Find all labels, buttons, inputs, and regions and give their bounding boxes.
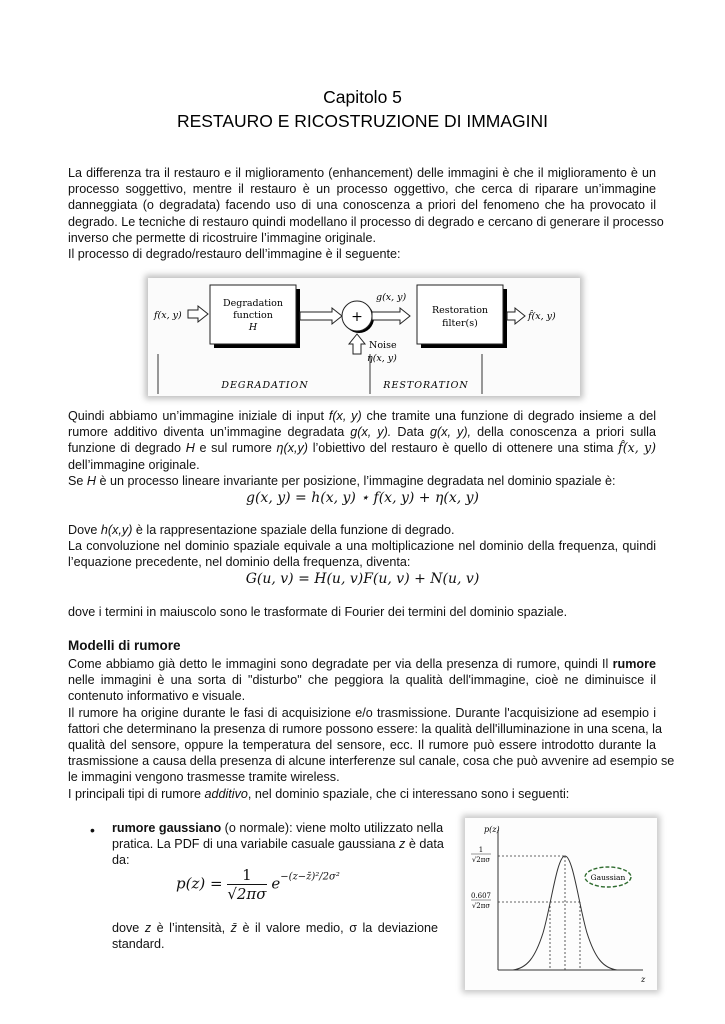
arrow-icon — [188, 306, 208, 322]
spatial-degradation-equation: g(x, y) = h(x, y) ⋆ f(x, y) + η(x, y) — [246, 490, 479, 506]
g-label: g(x, y) — [376, 292, 407, 303]
svg-text:1: 1 — [478, 846, 484, 854]
model-paragraph: Quindi abbiamo un’immagine iniziale di input f(x, y) che tramite una funzione di degrado insieme a del rumore additivo diventa un’immagine degradata g(x, y). Data g(x, y), della conoscenza a priori sulla funzione di degrado H e sul rumore η(x,y) l’obiettivo del restauro è quello di ottenere una stima f̂(x, y) dell’immagine originale. Se H è un processo lineare invariante per posizione, l’immagine degradata nel dominio spaziale è: — [68, 409, 657, 488]
gaussian-annotation: Gaussian — [590, 873, 626, 882]
x-axis-label: z — [641, 975, 646, 984]
noise-paragraph: Come abbiamo già detto le immagini sono degradate per via della presenza di rumore, quindi Il rumore nelle immagini è una sorta di "disturbo" che peggiora la qualità dell'immagine, cioè ne diminuisce il contenuto informativo e visuale. Il rumore ha origine durante le fasi di acquisizione e/o trasmissione. Durante l'acquisizione ad esempio i fattori che determinano la presenza di rumore possono essere: la qualità dell'illuminazione in una scena, la qualità del sensore, oppure la temperatura del sensore, ecc. Il rumore può essere introdotto durante la trasmissione a causa della presenza di alcune interferenze sul canale, cosa che può avvenire ad esempio se le immagini vengono trasmesse tramite wireless. I principali tipi di rumore additivo, nel dominio spaziale, che ci interessano sono i seguenti: — [68, 657, 675, 801]
restoration-section-label: RESTORATION — [383, 380, 469, 391]
noise-symbol: η(x, y) — [367, 353, 397, 364]
convolution-paragraph: Dove h(x,y) è la rappresentazione spaziale della funzione di degrado. La convoluzione nel dominio spaziale equivale a una moltiplicazione nel dominio della frequenza, quindi l’equazione precedente, nel dominio della frequenza, diventa: — [68, 523, 656, 570]
arrow-icon — [507, 308, 525, 324]
gaussian-definitions: dove z è l’intensità, z̄ è il valore medio, σ la deviazione standard. — [112, 921, 438, 952]
fourier-note: dove i termini in maiuscolo sono le trasformate di Fourier dei termini del dominio spaziale. — [68, 605, 568, 619]
y-axis-label: p(z) — [484, 825, 500, 834]
gaussian-pdf-equation: p(z) = $\frac{1}{√2\pi\sigma}$ $e^{-(z-z̄)^2/2\sigma^2}$ — [176, 866, 340, 903]
svg-text:function: function — [233, 310, 273, 321]
svg-text:√2πσ: √2πσ — [471, 856, 491, 864]
svg-text:+: + — [351, 309, 363, 325]
svg-text:H: H — [248, 322, 258, 333]
svg-text:√2πσ: √2πσ — [471, 902, 491, 910]
input-label: f(x, y) — [154, 310, 182, 321]
arrow-up-icon — [349, 334, 365, 354]
svg-text:Restoration: Restoration — [431, 305, 489, 316]
output-label: f̂(x, y) — [528, 311, 556, 322]
svg-text:0.607: 0.607 — [470, 892, 492, 900]
svg-text:Degradation: Degradation — [223, 298, 283, 309]
process-intro: Il processo di degrado/restauro dell’immagine è il seguente: — [68, 247, 401, 262]
frequency-degradation-equation: G(u, v) = H(u, v)F(u, v) + N(u, v) — [245, 571, 480, 587]
section-heading: Modelli di rumore — [68, 638, 181, 653]
arrow-icon — [372, 308, 410, 324]
degradation-restoration-diagram — [148, 278, 580, 396]
chapter-number: Capitolo 5 — [323, 87, 402, 107]
noise-label: Noise — [369, 340, 397, 351]
svg-text:filter(s): filter(s) — [442, 318, 478, 329]
bullet-icon: • — [90, 822, 95, 838]
arrow-icon — [300, 308, 342, 324]
gaussian-pdf-chart — [465, 818, 657, 990]
gaussian-noise-item: rumore gaussiano (o normale): viene molto utilizzato nella pratica. La PDF di una variabile casuale gaussiana z è data da: — [112, 821, 444, 868]
degradation-section-label: DEGRADATION — [221, 380, 309, 391]
intro-paragraph: La differenza tra il restauro e il miglioramento (enhancement) delle immagini è che il miglioramento è un processo soggettivo, mentre il restauro è un processo oggettivo, che cerca di riparare un’immagine danneggiata (o degradata) facendo uso di una conoscenza a priori del fenomeno che ha provocato il degrado. Le tecniche di restauro quindi modellano il processo di degrado e cercano di generare il processo inverso che permette di ricostruire l’immagine originale. Il processo di degrado/restauro dell’immagine è il seguente: — [68, 166, 664, 262]
chapter-title: RESTAURO E RICOSTRUZIONE DI IMMAGINI — [176, 111, 549, 131]
